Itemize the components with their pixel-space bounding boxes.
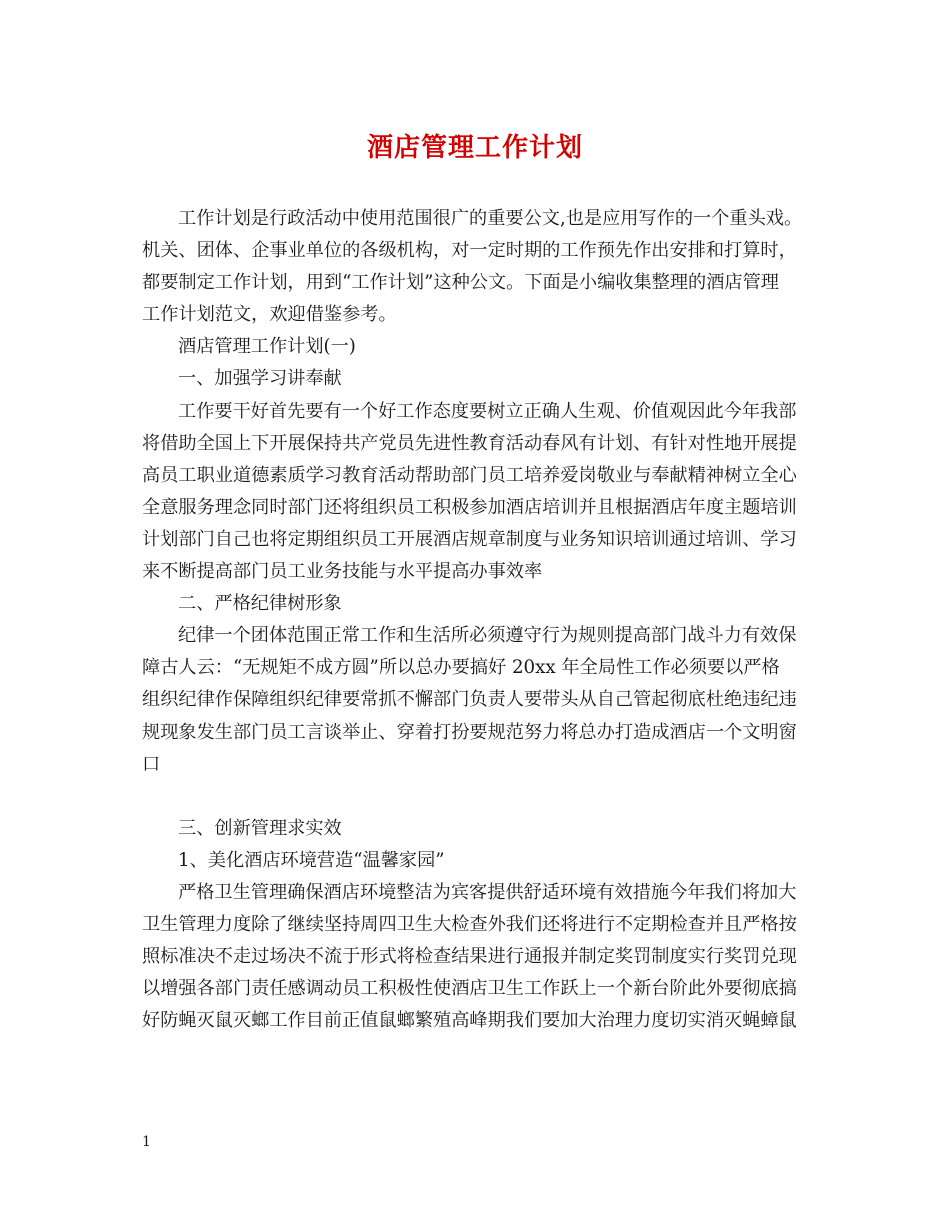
body-line: 规现象发生部门员工言谈举止、穿着打扮要规范努力将总办打造成酒店一个文明窗 — [142, 721, 797, 743]
body-line: 全意服务理念同时部门还将组织员工积极参加酒店培训并且根据酒店年度主题培训 — [142, 496, 797, 518]
body-line: 障古人云：“无规矩不成方圆”所以总办要搞好 20xx 年全局性工作必须要以严格 — [142, 657, 780, 679]
body-line: 高员工职业道德素质学习教育活动帮助部门员工培养爱岗敬业与奉献精神树立全心 — [142, 464, 797, 486]
body-line: 组织纪律作保障组织纪律要常抓不懈部门负责人要带头从自己管起彻底杜绝违纪违 — [142, 689, 797, 711]
body-line: 工作计划是行政活动中使用范围很广的重要公文,也是应用写作的一个重头戏。 — [178, 208, 803, 229]
body-line: 纪律一个团体范围正常工作和生活所必须遵守行为规则提高部门战斗力有效保 — [178, 625, 797, 647]
body-line: 好防蝇灭鼠灭螂工作目前正值鼠螂繁殖高峰期我们要加大治理力度切实消灭蝇蟑鼠 — [142, 1010, 797, 1032]
section-heading: 酒店管理工作计划(一) — [178, 336, 356, 358]
body-line: 口 — [142, 753, 161, 775]
page-number: 1 — [142, 1134, 151, 1150]
document-title: 酒店管理工作计划 — [366, 133, 583, 163]
body-line: 将借助全国上下开展保持共产党员先进性教育活动春风有计划、有针对性地开展提 — [142, 432, 797, 454]
body-line: 来不断提高部门员工业务技能与水平提高办事效率 — [142, 561, 543, 583]
section-heading: 三、创新管理求实效 — [178, 817, 342, 839]
section-heading: 一、加强学习讲奉献 — [178, 368, 342, 390]
document-body — [142, 203, 822, 1037]
body-line: 都要制定工作计划，用到“工作计划”这种公文。下面是小编收集整理的酒店管理 — [142, 272, 779, 294]
body-line: 计划部门自己也将定期组织员工开展酒店规章制度与业务知识培训通过培训、学习 — [142, 528, 797, 550]
body-line: 照标准决不走过场决不流于形式将检查结果进行通报并制定奖罚制度实行奖罚兑现 — [142, 946, 797, 968]
paragraph-gap — [142, 781, 822, 813]
body-line: 卫生管理力度除了继续坚持周四卫生大检查外我们还将进行不定期检查并且严格按 — [142, 914, 797, 936]
body-line: 以增强各部门责任感调动员工积极性使酒店卫生工作跃上一个新台阶此外要彻底搞 — [142, 978, 797, 1000]
subsection-heading: 1、美化酒店环境营造“温馨家园” — [178, 849, 445, 871]
body-line: 工作要干好首先要有一个好工作态度要树立正确人生观、价值观因此今年我部 — [178, 400, 797, 422]
body-line: 严格卫生管理确保酒店环境整洁为宾客提供舒适环境有效措施今年我们将加大 — [178, 881, 797, 903]
body-line: 机关、团体、企事业单位的各级机构，对一定时期的工作预先作出安排和打算时， — [142, 240, 797, 262]
section-heading: 二、严格纪律树形象 — [178, 593, 342, 615]
body-line: 工作计划范文，欢迎借鉴参考。 — [142, 304, 397, 326]
